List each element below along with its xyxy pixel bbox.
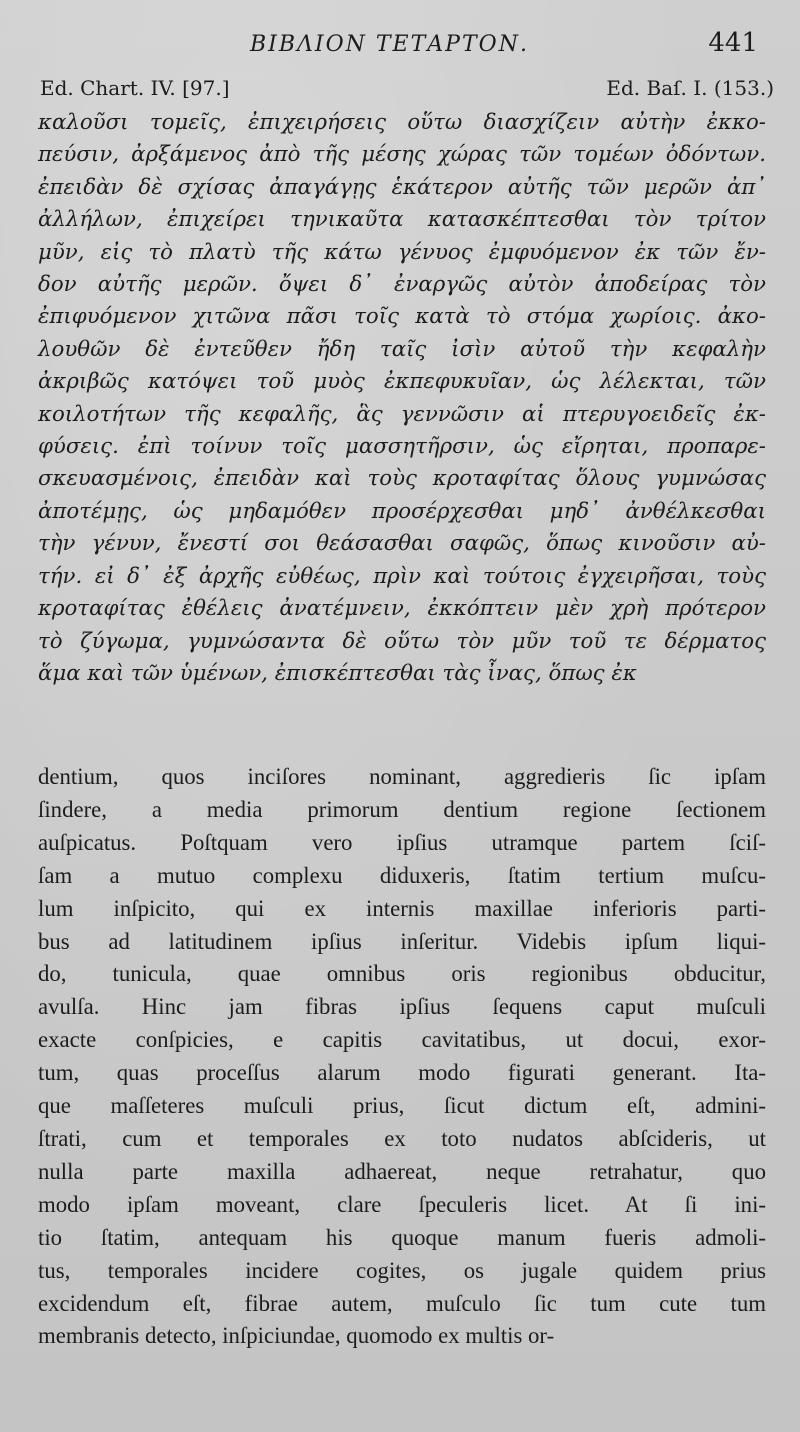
latin-text-line: que maſſeteres muſculi prius, ſicut dictum eſt, admini- [38,1093,766,1119]
greek-text-line: τὸ ζύγωμα, γυμνώσαντα δὲ οὕτω τὸν μῦν τοῦ τε δέρματος [38,628,766,654]
running-title: ΒΙΒΛΙΟΝ ΤΕΤΑΡΤΟΝ. [250,32,529,57]
latin-text-line: avulſa. Hinc jam fibras ipſius ſequens caput muſculi [38,994,766,1020]
latin-text-line: dentium, quos inciſores nominant, aggredieris ſic ipſam [38,764,766,789]
greek-text-line: ἀκριβῶς κατόψει τοῦ μυὸς ἐκπεφυκυῖαν, ὡς λέλεκται, τῶν [38,369,766,395]
latin-text-line: ſtrati, cum et temporales ex toto nudatos abſcideris, ut [38,1125,766,1151]
greek-text-line: πεύσιν, ἀρξάμενος ἀπὸ τῆς μέσης χώρας τῶν τομέων ὀδόντων. [38,142,766,168]
latin-text-line: nulla parte maxilla adhaereat, neque retrahatur, quo [38,1158,766,1184]
greek-text-line: δον αὐτῆς μερῶν. ὄψει δ᾽ ἐναργῶς αὐτὸν ἀποδείρας τὸν [38,272,766,298]
greek-text-line: κροταφίτας ἐθέλεις ἀνατέμνειν, ἐκκόπτειν μὲν χρὴ πρότερον [38,596,766,622]
page-header [250,28,772,60]
greek-text-line: σκευασμένοις, ἐπειδὰν καὶ τοὺς κροταφίτας ὅλους γυμνώσας [38,466,766,492]
edition-reference-basel: Ed. Baſ. I. (153.) [606,76,774,100]
latin-text-line: ſindere, a media primorum dentium regione ſectionem [38,796,766,822]
latin-text-line: excidendum eſt, fibrae autem, muſculo ſic tum cute tum [38,1290,766,1316]
latin-text-line: lum inſpicito, qui ex internis maxillae inferioris parti- [38,895,766,921]
page-number: 441 [708,28,758,58]
latin-text-block [38,761,766,1353]
latin-text-line: tum, quas proceſſus alarum modo figurati generant. Ita- [38,1060,766,1086]
greek-text-line: ἐπειδὰν δὲ σχίσας ἀπαγάγῃς ἑκάτερον αὐτῆς τῶν μερῶν ἀπ᾽ [38,174,766,200]
latin-text-line: exacte conſpicies, e capitis cavitatibus, ut docui, exor- [38,1027,766,1053]
edition-reference-line [40,76,774,104]
greek-text-line: ἅμα καὶ τῶν ὑμένων, ἐπισκέπτεσθαι τὰς ἶνας, ὅπως ἐκ [38,660,637,686]
greek-text-line: καλοῦσι τομεῖς, ἐπιχειρήσεις οὕτω διασχίζειν αὐτὴν ἐκκο- [38,110,766,135]
greek-text-line: φύσεις. ἐπὶ τοίνυν τοῖς μασσητῆρσιν, ὡς εἴρηται, προπαρε- [38,434,766,460]
greek-text-line: λουθῶν δὲ ἐντεῦθεν ἤδη ταῖς ἰσὶν αὐτοῦ τὴν κεφαλὴν [38,336,766,362]
greek-text-line: ἀποτέμῃς, ὡς μηδαμόθεν προσέρχεσθαι μηδ᾽ ἀνθέλκεσθαι [38,498,766,524]
greek-text-block [38,107,766,690]
latin-text-line: tus, temporales incidere cogites, os jugale quidem prius [38,1257,766,1283]
greek-text-line: ἀλλήλων, ἐπιχείρει τηνικαῦτα κατασκέπτεσθαι τὸν τρίτον [38,207,766,233]
greek-text-line: τήν. εἰ δ᾽ ἐξ ἀρχῆς εὐθέως, πρὶν καὶ τούτοις ἐγχειρῆσαι, τοὺς [38,563,766,589]
greek-text-line: κοιλοτήτων τῆς κεφαλῆς, ἃς γεννῶσιν αἱ πτερυγοειδεῖς ἐκ- [38,401,766,427]
greek-text-line: ἐπιφυόμενον χιτῶνα πᾶσι τοῖς κατὰ τὸ στόμα χωρίοις. ἀκο- [38,304,766,330]
greek-text-line: τὴν γένυν, ἔνεστί σοι θεάσασθαι σαφῶς, ὅπως κινοῦσιν αὐ- [38,531,766,557]
latin-text-line: membranis detecto, inſpiciundae, quomodo ex multis or- [38,1323,555,1349]
greek-text-line: μῦν, εἰς τὸ πλατὺ τῆς κάτω γένυος ἐμφυόμενον ἐκ τῶν ἔν- [38,239,766,265]
latin-text-line: bus ad latitudinem ipſius inſeritur. Videbis ipſum liqui- [38,928,766,954]
latin-text-line: tio ſtatim, antequam his quoque manum fueris admoli- [38,1224,766,1250]
latin-text-line: modo ipſam moveant, clare ſpeculeris licet. At ſi ini- [38,1191,766,1217]
latin-text-line: ſam a mutuo complexu diduxeris, ſtatim tertium muſcu- [38,862,766,888]
latin-text-line: auſpicatus. Poſtquam vero ipſius utramque partem ſciſ- [38,829,766,855]
latin-text-line: do, tunicula, quae omnibus oris regionibus obducitur, [38,961,766,987]
edition-reference-chartier: Ed. Chart. IV. [97.] [40,76,230,100]
